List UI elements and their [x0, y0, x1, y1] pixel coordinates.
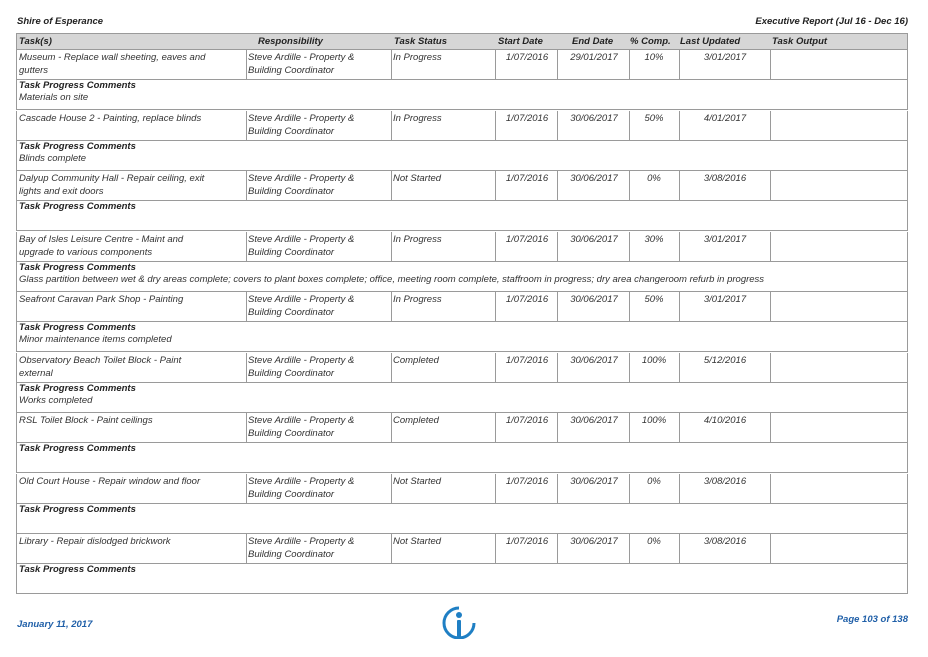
task-progress-comment: Blinds complete: [19, 152, 87, 164]
task-block: [16, 50, 908, 110]
task-end-date: 30/06/2017: [570, 112, 618, 124]
task-status: In Progress: [393, 294, 442, 305]
task-percent-complete: 100%: [641, 415, 667, 426]
task-row: [17, 534, 907, 564]
task-end-date: 30/06/2017: [570, 354, 618, 366]
task-status: In Progress: [393, 233, 442, 245]
task-row: [17, 111, 907, 141]
col-start: Start Date: [498, 36, 543, 47]
task-progress-comment: Materials on site: [19, 92, 89, 103]
task-percent-complete: 30%: [644, 233, 664, 245]
task-name-line-2: lights and exit doors: [19, 186, 104, 197]
task-percent-complete: 100%: [641, 354, 667, 366]
task-end-date: 30/06/2017: [570, 173, 618, 184]
task-block: [16, 171, 908, 231]
col-updated: Last Updated: [680, 36, 741, 47]
task-percent-complete: 50%: [644, 112, 664, 124]
task-output: [771, 50, 905, 79]
task-last-updated: 3/08/2016: [703, 536, 747, 547]
task-name-line-1: Cascade House 2 - Painting, replace blinds: [19, 112, 202, 124]
task-last-updated: 3/08/2016: [703, 475, 747, 487]
task-name: [19, 292, 244, 321]
task-name-line-1: Museum - Replace wall sheeting, eaves and: [19, 52, 206, 63]
responsibility-line-1: Steve Ardille - Property &: [248, 536, 355, 547]
task-start-date: 1/07/2016: [505, 415, 549, 426]
task-block: [16, 111, 908, 171]
task-row: [17, 171, 907, 201]
task-row: [17, 50, 907, 80]
task-name: [19, 50, 244, 79]
task-end-date: 29/01/2017: [570, 52, 618, 63]
task-progress-comments-label: Task Progress Comments: [19, 140, 136, 152]
task-row: [17, 413, 907, 443]
task-name: [19, 413, 244, 442]
task-row: [17, 232, 907, 262]
task-status: Completed: [393, 354, 439, 366]
task-start-date: 1/07/2016: [505, 294, 549, 305]
column-header-row: [16, 33, 908, 50]
task-progress-comment: Minor maintenance items completed: [19, 334, 172, 345]
task-output: [771, 474, 905, 503]
task-name-line-1: Dalyup Community Hall - Repair ceiling, exit: [19, 173, 205, 184]
task-last-updated: 4/01/2017: [703, 112, 747, 124]
task-output: [771, 111, 905, 140]
task-responsibility: [248, 292, 388, 321]
task-status: Not Started: [393, 536, 442, 547]
task-responsibility: [248, 232, 388, 261]
task-progress-comments-label: Task Progress Comments: [19, 80, 136, 91]
task-end-date: 30/06/2017: [570, 536, 618, 547]
task-name-line-1: Library - Repair dislodged brickwork: [19, 536, 171, 547]
task-row: [17, 353, 907, 383]
task-name-line-1: Seafront Caravan Park Shop - Painting: [19, 294, 184, 305]
task-progress-comments-label: Task Progress Comments: [19, 201, 136, 212]
task-percent-complete: 50%: [644, 294, 664, 305]
task-percent-complete: 0%: [647, 173, 661, 184]
task-output: [771, 171, 905, 200]
responsibility-line-2: Building Coordinator: [248, 65, 335, 76]
responsibility-line-2: Building Coordinator: [248, 307, 335, 318]
responsibility-line-2: Building Coordinator: [248, 125, 335, 137]
responsibility-line-2: Building Coordinator: [248, 246, 335, 258]
responsibility-line-1: Steve Ardille - Property &: [248, 475, 355, 487]
task-progress-comments-label: Task Progress Comments: [19, 261, 136, 273]
task-progress-comment: Glass partition between wet & dry areas complete; covers to plant boxes complete; office, meeting room complete, staffroom in progress; dry area changeroom refurb in progress: [19, 273, 765, 285]
task-responsibility: [248, 413, 388, 442]
task-name: [19, 474, 244, 503]
task-block: [16, 474, 908, 534]
task-last-updated: 3/01/2017: [703, 52, 747, 63]
task-block: [16, 232, 908, 292]
task-start-date: 1/07/2016: [505, 112, 549, 124]
task-last-updated: 3/08/2016: [703, 173, 747, 184]
task-block: [16, 534, 908, 594]
task-last-updated: 5/12/2016: [703, 354, 747, 366]
task-responsibility: [248, 111, 388, 140]
responsibility-line-2: Building Coordinator: [248, 488, 335, 500]
responsibility-line-1: Steve Ardille - Property &: [248, 112, 355, 124]
responsibility-line-1: Steve Ardille - Property &: [248, 173, 355, 184]
col-output: Task Output: [772, 36, 828, 47]
shire-logo-icon: [440, 605, 478, 639]
task-progress-comments-label: Task Progress Comments: [19, 503, 136, 515]
task-name: [19, 232, 244, 261]
task-name-line-2: upgrade to various components: [19, 246, 153, 258]
task-responsibility: [248, 171, 388, 200]
task-name-line-2: external: [19, 367, 53, 379]
task-responsibility: [248, 534, 388, 563]
task-output: [771, 232, 905, 261]
task-name: [19, 353, 244, 382]
task-output: [771, 534, 905, 563]
task-end-date: 30/06/2017: [570, 233, 618, 245]
task-start-date: 1/07/2016: [505, 173, 549, 184]
report-title: Executive Report (Jul 16 - Dec 16): [755, 16, 908, 27]
task-end-date: 30/06/2017: [570, 415, 618, 426]
responsibility-line-1: Steve Ardille - Property &: [248, 354, 355, 366]
responsibility-line-2: Building Coordinator: [248, 186, 335, 197]
col-end: End Date: [572, 36, 614, 47]
col-responsibility: Responsibility: [258, 36, 323, 47]
task-last-updated: 3/01/2017: [703, 233, 747, 245]
task-name: [19, 111, 244, 140]
task-block: [16, 413, 908, 473]
responsibility-line-2: Building Coordinator: [248, 367, 335, 379]
task-responsibility: [248, 50, 388, 79]
footer-date: January 11, 2017: [17, 619, 93, 630]
task-start-date: 1/07/2016: [505, 233, 549, 245]
task-name-line-1: Old Court House - Repair window and floor: [19, 475, 201, 487]
footer-page-number: Page 103 of 138: [836, 614, 908, 625]
responsibility-line-2: Building Coordinator: [248, 549, 335, 560]
task-row: [17, 474, 907, 504]
task-start-date: 1/07/2016: [505, 475, 549, 487]
task-percent-complete: 0%: [647, 536, 661, 547]
task-progress-comments-label: Task Progress Comments: [19, 382, 136, 394]
task-output: [771, 292, 905, 321]
responsibility-line-1: Steve Ardille - Property &: [248, 415, 355, 426]
task-status: Completed: [393, 415, 439, 426]
task-last-updated: 3/01/2017: [703, 294, 747, 305]
task-status: Not Started: [393, 475, 442, 487]
task-start-date: 1/07/2016: [505, 52, 549, 63]
task-name-line-1: Observatory Beach Toilet Block - Paint: [19, 354, 182, 366]
task-progress-comment: Works completed: [19, 394, 93, 406]
task-last-updated: 4/10/2016: [703, 415, 747, 426]
task-block: [16, 292, 908, 352]
task-percent-complete: 0%: [647, 475, 661, 487]
responsibility-line-1: Steve Ardille - Property &: [248, 233, 355, 245]
task-status: In Progress: [393, 52, 442, 63]
responsibility-line-2: Building Coordinator: [248, 428, 335, 439]
col-task: Task(s): [19, 36, 52, 47]
org-name: Shire of Esperance: [17, 16, 104, 27]
task-progress-comments-label: Task Progress Comments: [19, 564, 136, 575]
task-start-date: 1/07/2016: [505, 536, 549, 547]
task-name: [19, 534, 244, 563]
task-start-date: 1/07/2016: [505, 354, 549, 366]
task-progress-comments-label: Task Progress Comments: [19, 443, 136, 454]
task-status: Not Started: [393, 173, 442, 184]
task-block: [16, 353, 908, 413]
col-status: Task Status: [394, 36, 447, 47]
task-responsibility: [248, 353, 388, 382]
task-status: In Progress: [393, 112, 442, 124]
task-row: [17, 292, 907, 322]
responsibility-line-1: Steve Ardille - Property &: [248, 294, 355, 305]
task-percent-complete: 10%: [644, 52, 664, 63]
task-name-line-2: gutters: [19, 65, 49, 76]
task-responsibility: [248, 474, 388, 503]
task-output: [771, 413, 905, 442]
responsibility-line-1: Steve Ardille - Property &: [248, 52, 355, 63]
task-progress-comments-label: Task Progress Comments: [19, 322, 136, 333]
task-end-date: 30/06/2017: [570, 475, 618, 487]
col-pct: % Comp.: [630, 36, 671, 47]
task-end-date: 30/06/2017: [570, 294, 618, 305]
task-name: [19, 171, 244, 200]
task-output: [771, 353, 905, 382]
task-name-line-1: Bay of Isles Leisure Centre - Maint and: [19, 233, 184, 245]
task-name-line-1: RSL Toilet Block - Paint ceilings: [19, 415, 153, 426]
